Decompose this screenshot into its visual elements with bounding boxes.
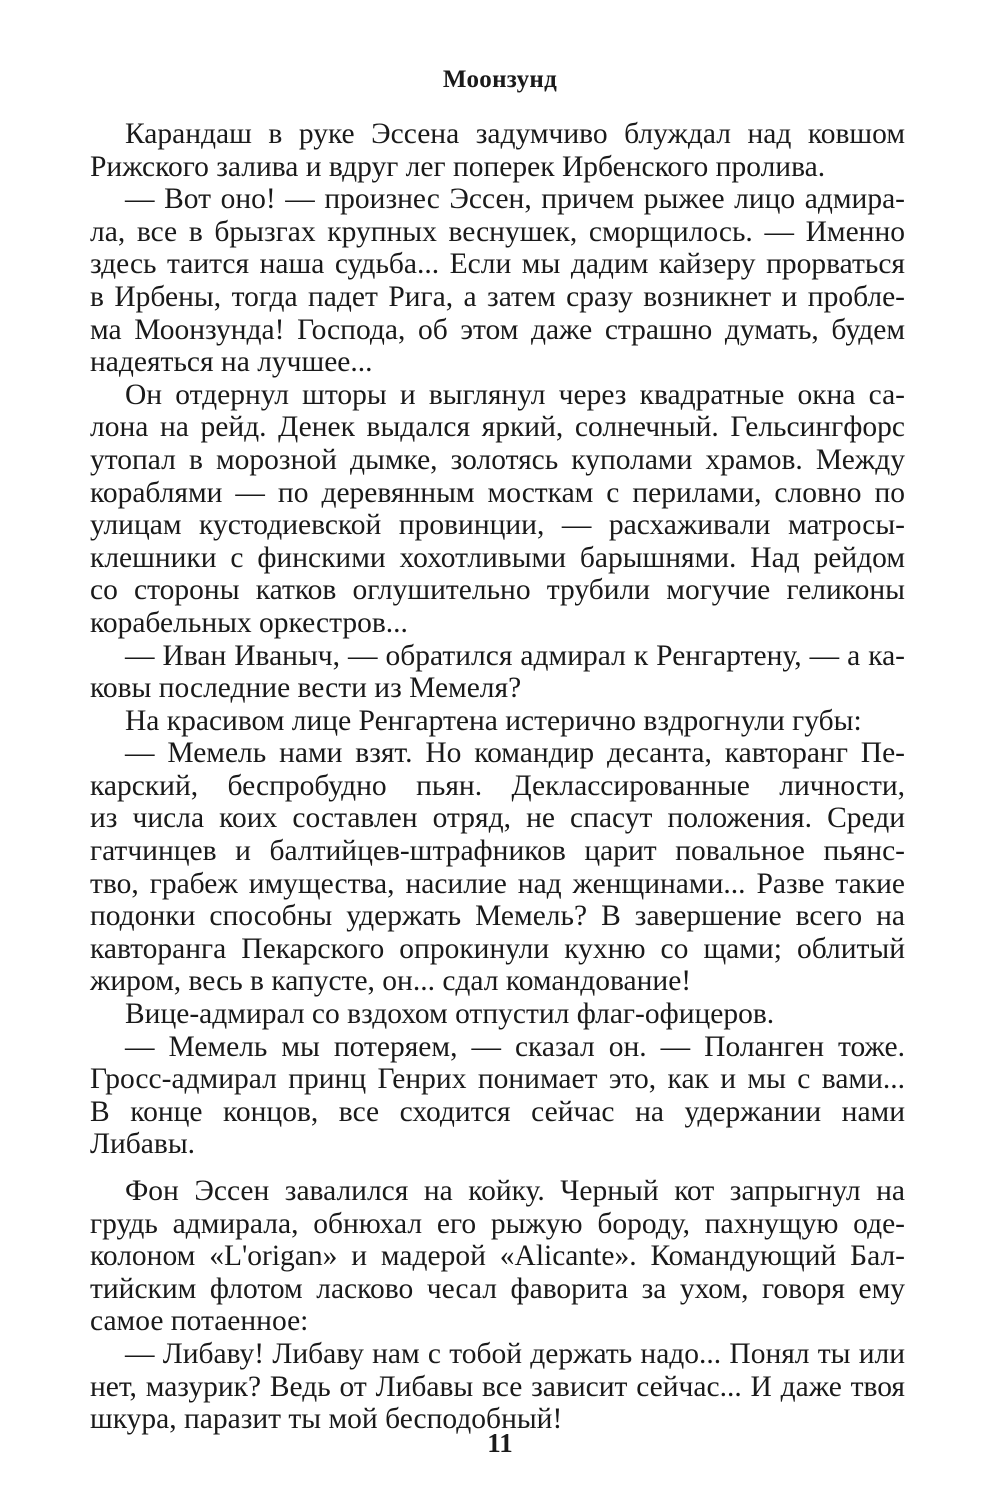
text-line: Карандаш в руке Эссена задумчиво блуждал над ковшом: [125, 118, 905, 150]
body-text: [90, 118, 905, 1436]
text-line: корабельных оркестров...: [90, 606, 408, 639]
text-line: Гросс-адмирал принц Генрих понимает это, как и мы с вами...: [90, 1063, 905, 1096]
text-line: гатчинцев и балтийцев-штрафников царит повальное пьянс-: [90, 835, 905, 868]
text-line: улицам кустодиевской провинции, — расхаживали матросы-: [90, 509, 905, 542]
text-line: — Либаву! Либаву нам с тобой держать надо... Понял ты или: [125, 1337, 905, 1370]
text-line: надеяться на лучшее...: [90, 346, 373, 379]
text-line: клешники с финскими хохотливыми барышнями. Над рейдом: [90, 541, 905, 574]
text-line: — Вот оно! — произнес Эссен, причем рыжее лицо адмира-: [125, 183, 905, 216]
page-number: 11: [487, 1428, 513, 1458]
text-line: утопал в морозной дымке, золотясь куполами храмов. Между: [90, 443, 905, 476]
text-line: В конце концов, все сходится сейчас на удержании нами: [90, 1095, 905, 1128]
paragraph: [90, 998, 905, 1031]
text-line: ла, все в брызгах крупных веснушек, сморщилось. — Именно: [90, 215, 905, 248]
text-line: Фон Эссен завалился на койку. Черный кот запрыгнул на: [125, 1175, 905, 1207]
paragraph: [90, 1031, 905, 1161]
text-line: здесь таится наша судьба... Если мы дадим кайзеру прорваться: [90, 248, 905, 281]
text-line: ма Моонзунда! Господа, об этом даже страшно думать, будем: [90, 313, 905, 346]
paragraph: [90, 183, 905, 379]
text-line: тийским флотом ласково чесал фаворита за ухом, говоря ему: [90, 1272, 905, 1305]
text-line: со стороны катков оглушительно трубили могучие геликоны: [90, 574, 905, 607]
text-line: На красивом лице Ренгартена истерично вздрогнули губы:: [125, 704, 862, 737]
text-line: Либавы.: [90, 1128, 196, 1161]
text-line: жиром, весь в капусте, он... сдал командование!: [90, 965, 692, 998]
text-line: ковы последние вести из Мемеля?: [90, 672, 522, 705]
text-line: — Иван Иваныч, — обратился адмирал к Ренгартену, — а ка-: [125, 639, 905, 672]
text-line: из числа коих составлен отряд, не спасут положения. Среди: [90, 802, 905, 835]
text-line: кавторанга Пекарского опрокинули кухню со щами; облитый: [90, 932, 905, 965]
text-line: — Мемель нами взят. Но командир десанта, кавторанг Пе-: [125, 737, 905, 770]
text-line: — Мемель мы потеряем, — сказал он. — Поланген тоже.: [125, 1030, 905, 1063]
paragraph: [90, 640, 905, 705]
paragraph: [90, 737, 905, 998]
text-line: Рижского залива и вдруг лег поперек Ирбенского пролива.: [90, 150, 826, 183]
running-head: Моонзунд: [442, 66, 558, 93]
text-line: грудь адмирала, обнюхал его рыжую бороду, пахнущую оде-: [90, 1207, 905, 1240]
paragraph: [90, 118, 905, 183]
text-line: карский, беспробудно пьян. Деклассированные личности,: [90, 769, 905, 802]
text-line: в Ирбены, тогда падет Рига, а затем сразу возникнет и пробле-: [90, 280, 905, 313]
text-line: самое потаенное:: [90, 1305, 309, 1338]
paragraph: [90, 1175, 905, 1338]
paragraph: [90, 705, 905, 738]
text-line: Он отдернул шторы и выглянул через квадратные окна са-: [125, 378, 905, 411]
text-line: подонки способны удержать Мемель? В завершение всего на: [90, 900, 905, 933]
paragraph: [90, 379, 905, 640]
text-line: Вице-адмирал со вздохом отпустил флаг-офицеров.: [125, 998, 775, 1031]
text-line: колоном «L'origan» и мадерой «Alicante». Командующий Бал-: [90, 1240, 905, 1273]
text-line: шкура, паразит ты мой бесподобный!: [90, 1403, 563, 1436]
paragraph: [90, 1338, 905, 1436]
text-line: кораблями — по деревянным мосткам с перилами, словно по: [90, 476, 905, 509]
text-line: нет, мазурик? Ведь от Либавы все зависит сейчас... И даже твоя: [90, 1370, 905, 1403]
text-line: тво, грабеж имущества, насилие над женщинами... Разве такие: [90, 867, 905, 900]
text-line: лона на рейд. Денек выдался яркий, солнечный. Гельсингфорс: [90, 411, 905, 444]
